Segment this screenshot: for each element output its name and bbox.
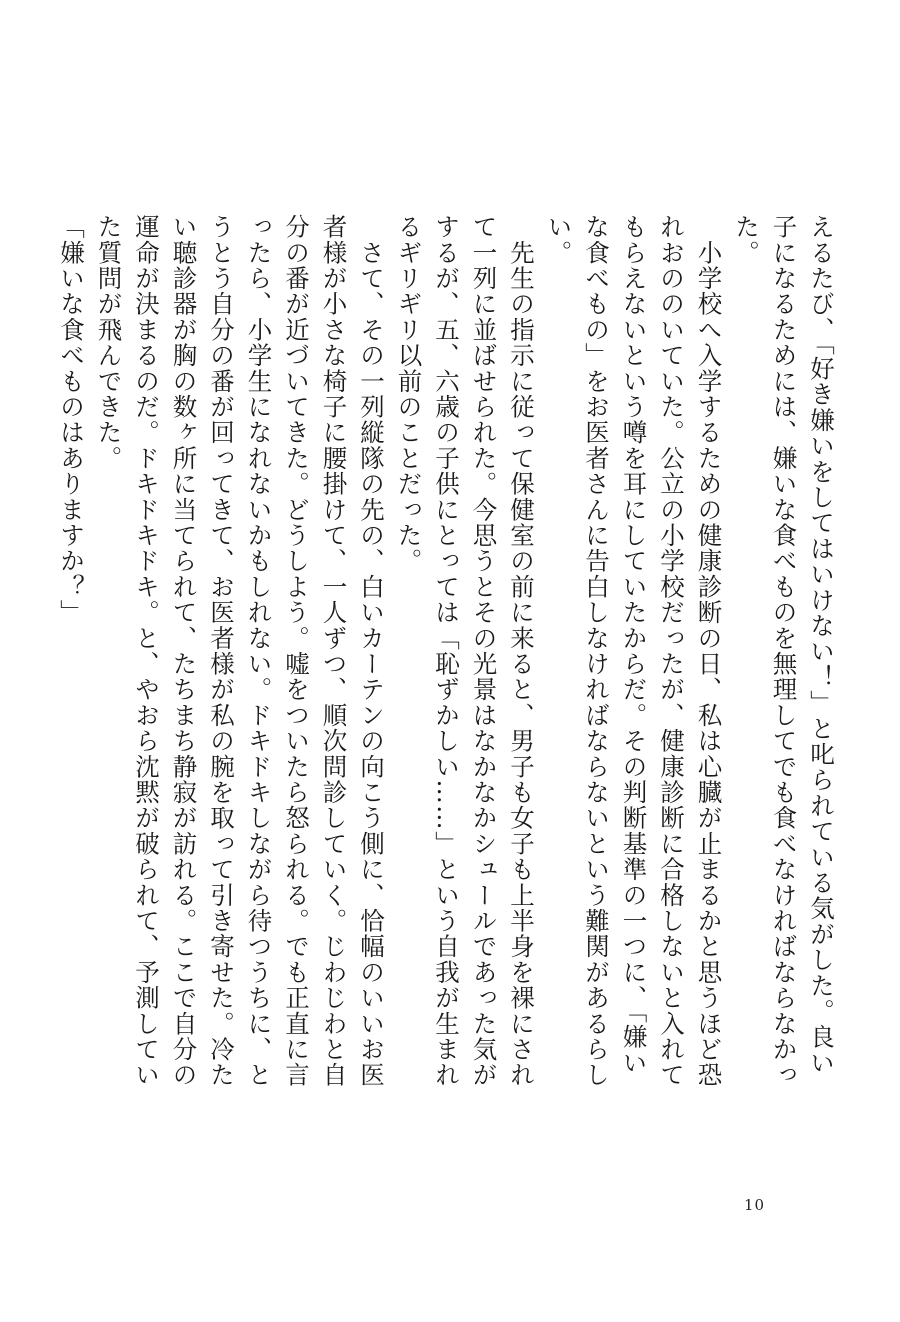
page-number: 10 — [744, 1196, 766, 1214]
paragraph-3: 先生の指示に従って保健室の前に来ると、男子も女子も上半身を裸にされて一列に並ばせられた。今思うとその光景はなかなかシュールであった気がするが、五、六歳の子供にとっては「恥ずかしい……」という自我が生まれるギリギリ以前のことだった。 — [394, 214, 536, 1088]
paragraph-2: 小学校へ入学するための健康診断の日、私は心臓が止まるかと思うほど恐れおののいていた。公立の小学校だったが、健康診断に合格しないと入れてもらえないという噂を耳にしていたからだ。その判断基準の一つに、「嫌いな食べもの」をお医者さんに告白しなければならないという難関があるらしい。 — [544, 214, 724, 1088]
vertical-text-body — [57, 214, 840, 1094]
paragraph-1: えるたび、「好き嫌いをしてはいけない！」と叱られている気がした。良い子になるためには、嫌いな食べものを無理してでも食べなければならなかった。 — [732, 214, 836, 1088]
paragraph-5: 「嫌いな食べものはありますか？」 — [57, 214, 86, 626]
paragraph-4: さて、その一列縦隊の先の、白いカーテンの向こう側に、恰幅のいいお医者様が小さな椅子に腰掛けて、一人ずつ、順次問診していく。じわじわと自分の番が近づいてきた。どうしよう。嘘をついたら怒られる。でも正直に言ったら、小学生になれないかもしれない。ドキドキしながら待つうちに、とうとう自分の番が回ってきて、お医者様が私の腕を取って引き寄せた。冷たい聴診器が胸の数ヶ所に当てられて、たちまち静寂が訪れる。ここで自分の運命が決まるのだ。ドキドキドキ。と、やおら沈黙が破られて、予測していた質問が飛んできた。 — [94, 214, 386, 1088]
